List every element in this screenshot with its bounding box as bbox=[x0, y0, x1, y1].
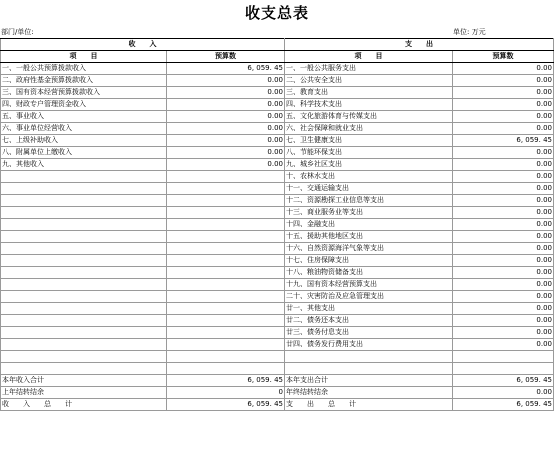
expense-value-cell: 0.00 bbox=[453, 63, 554, 75]
table-row bbox=[1, 159, 554, 171]
income-value-cell: 6, 059. 45 bbox=[167, 63, 285, 75]
expense-value-cell: 6, 059. 45 bbox=[453, 399, 554, 411]
income-value-cell bbox=[167, 183, 285, 195]
table-row bbox=[1, 135, 554, 147]
table-row bbox=[1, 375, 554, 387]
expense-item-cell: 十五、援助其他地区支出 bbox=[285, 231, 453, 243]
expense-value-cell: 0.00 bbox=[453, 315, 554, 327]
expense-item-cell: 十二、资源勘探工业信息等支出 bbox=[285, 195, 453, 207]
income-value-cell: 0.00 bbox=[167, 99, 285, 111]
expense-item-cell: 十一、交通运输支出 bbox=[285, 183, 453, 195]
expense-value-cell: 0.00 bbox=[453, 243, 554, 255]
table-row bbox=[1, 183, 554, 195]
expense-item-cell: 十六、自然资源海洋气象等支出 bbox=[285, 243, 453, 255]
income-header: 收 入 bbox=[1, 39, 285, 51]
header-row-section bbox=[1, 39, 554, 51]
income-item-cell bbox=[1, 327, 167, 339]
expense-item-cell: 十七、住房保障支出 bbox=[285, 255, 453, 267]
expense-item-cell: 十四、金融支出 bbox=[285, 219, 453, 231]
expense-item-cell: 三、教育支出 bbox=[285, 87, 453, 99]
table-row bbox=[1, 363, 554, 375]
expense-item-cell bbox=[285, 363, 453, 375]
table-row bbox=[1, 279, 554, 291]
expense-value-cell: 6, 059. 45 bbox=[453, 135, 554, 147]
expense-item-cell: 年终结转结余 bbox=[285, 387, 453, 399]
income-value-cell bbox=[167, 255, 285, 267]
income-item-cell bbox=[1, 219, 167, 231]
table-row bbox=[1, 219, 554, 231]
income-item-cell bbox=[1, 291, 167, 303]
summary-table bbox=[0, 38, 554, 411]
income-item-cell: 八、附属单位上缴收入 bbox=[1, 147, 167, 159]
header-row-columns bbox=[1, 51, 554, 63]
income-value-cell bbox=[167, 231, 285, 243]
expense-item-cell: 廿二、债务还本支出 bbox=[285, 315, 453, 327]
expense-value-cell: 0.00 bbox=[453, 75, 554, 87]
expense-value-cell: 0.00 bbox=[453, 279, 554, 291]
income-item-cell bbox=[1, 315, 167, 327]
expense-value-cell: 0.00 bbox=[453, 327, 554, 339]
income-item-cell: 四、财政专户管理资金收入 bbox=[1, 99, 167, 111]
expense-value-cell: 0.00 bbox=[453, 123, 554, 135]
income-value-cell bbox=[167, 339, 285, 351]
expense-header: 支 出 bbox=[285, 39, 554, 51]
income-value-cell: 0.00 bbox=[167, 147, 285, 159]
expense-item-cell: 十九、国有资本经营预算支出 bbox=[285, 279, 453, 291]
expense-value-cell: 0.00 bbox=[453, 339, 554, 351]
table-row bbox=[1, 171, 554, 183]
income-value-cell bbox=[167, 363, 285, 375]
expense-item-cell: 本年支出合计 bbox=[285, 375, 453, 387]
income-item-cell bbox=[1, 231, 167, 243]
income-value-cell bbox=[167, 267, 285, 279]
table-row bbox=[1, 195, 554, 207]
income-item-cell: 本年收入合计 bbox=[1, 375, 167, 387]
income-value-cell: 6, 059. 45 bbox=[167, 375, 285, 387]
table-row bbox=[1, 207, 554, 219]
expense-value-cell: 0.00 bbox=[453, 99, 554, 111]
expense-value-cell: 0.00 bbox=[453, 219, 554, 231]
income-value-cell: 0.00 bbox=[167, 111, 285, 123]
expense-item-cell: 廿四、债务发行费用支出 bbox=[285, 339, 453, 351]
expense-item-cell: 支 出 总 计 bbox=[285, 399, 453, 411]
expense-item-cell: 九、城乡社区支出 bbox=[285, 159, 453, 171]
expense-item-cell: 二、公共安全支出 bbox=[285, 75, 453, 87]
income-item-cell bbox=[1, 255, 167, 267]
income-value-cell bbox=[167, 207, 285, 219]
table-row bbox=[1, 315, 554, 327]
income-value-cell: 0.00 bbox=[167, 75, 285, 87]
table-row bbox=[1, 339, 554, 351]
income-item-cell bbox=[1, 303, 167, 315]
expense-value-cell: 0.00 bbox=[453, 183, 554, 195]
expense-item-cell: 七、卫生健康支出 bbox=[285, 135, 453, 147]
income-value-cell bbox=[167, 327, 285, 339]
expense-item-cell: 二十、灾害防治及应急管理支出 bbox=[285, 291, 453, 303]
table-row bbox=[1, 87, 554, 99]
table-row bbox=[1, 351, 554, 363]
income-item-header: 项 目 bbox=[1, 51, 167, 63]
income-value-cell bbox=[167, 195, 285, 207]
expense-value-cell: 0.00 bbox=[453, 231, 554, 243]
expense-item-cell: 十、农林水支出 bbox=[285, 171, 453, 183]
table-row bbox=[1, 75, 554, 87]
income-item-cell: 上年结转结余 bbox=[1, 387, 167, 399]
income-item-cell: 九、其他收入 bbox=[1, 159, 167, 171]
income-item-cell bbox=[1, 171, 167, 183]
expense-value-cell: 0.00 bbox=[453, 267, 554, 279]
expense-value-cell: 0.00 bbox=[453, 147, 554, 159]
income-item-cell: 六、事业单位经营收入 bbox=[1, 123, 167, 135]
income-item-cell: 三、国有资本经营预算拨款收入 bbox=[1, 87, 167, 99]
expense-value-cell: 0.00 bbox=[453, 207, 554, 219]
expense-value-cell: 0.00 bbox=[453, 255, 554, 267]
table-row bbox=[1, 255, 554, 267]
table-row bbox=[1, 303, 554, 315]
income-item-cell: 五、事业收入 bbox=[1, 111, 167, 123]
expense-item-header: 项 目 bbox=[285, 51, 453, 63]
expense-value-cell: 0.00 bbox=[453, 87, 554, 99]
income-value-cell: 6, 059. 45 bbox=[167, 399, 285, 411]
expense-value-cell: 0.00 bbox=[453, 303, 554, 315]
table-row bbox=[1, 99, 554, 111]
income-item-cell: 收 入 总 计 bbox=[1, 399, 167, 411]
expense-value-cell bbox=[453, 351, 554, 363]
table-row bbox=[1, 111, 554, 123]
expense-value-cell: 0.00 bbox=[453, 387, 554, 399]
income-value-cell: 0.00 bbox=[167, 123, 285, 135]
income-item-cell bbox=[1, 183, 167, 195]
income-value-cell bbox=[167, 243, 285, 255]
expense-value-cell: 6, 059. 45 bbox=[453, 375, 554, 387]
expense-item-cell: 八、节能环保支出 bbox=[285, 147, 453, 159]
income-value-cell bbox=[167, 279, 285, 291]
unit-row bbox=[0, 26, 554, 38]
table-row bbox=[1, 327, 554, 339]
income-item-cell bbox=[1, 339, 167, 351]
expense-budget-header: 预算数 bbox=[453, 51, 554, 63]
expense-item-cell: 十三、商业服务业等支出 bbox=[285, 207, 453, 219]
table-row bbox=[1, 243, 554, 255]
income-value-cell bbox=[167, 171, 285, 183]
income-value-cell bbox=[167, 315, 285, 327]
expense-item-cell: 廿三、债务付息支出 bbox=[285, 327, 453, 339]
table-row bbox=[1, 387, 554, 399]
income-value-cell bbox=[167, 351, 285, 363]
income-item-cell bbox=[1, 195, 167, 207]
expense-item-cell: 廿一、其他支出 bbox=[285, 303, 453, 315]
expense-value-cell: 0.00 bbox=[453, 159, 554, 171]
table-row bbox=[1, 399, 554, 411]
income-value-cell: 0 bbox=[167, 387, 285, 399]
dept-label: 部门/单位: bbox=[1, 28, 34, 36]
expense-item-cell bbox=[285, 351, 453, 363]
expense-item-cell: 六、社会保障和就业支出 bbox=[285, 123, 453, 135]
income-item-cell: 一、一般公共预算拨款收入 bbox=[1, 63, 167, 75]
table-row bbox=[1, 231, 554, 243]
income-item-cell: 二、政府性基金预算拨款收入 bbox=[1, 75, 167, 87]
expense-item-cell: 四、科学技术支出 bbox=[285, 99, 453, 111]
income-value-cell bbox=[167, 303, 285, 315]
income-item-cell bbox=[1, 279, 167, 291]
income-value-cell bbox=[167, 291, 285, 303]
expense-value-cell: 0.00 bbox=[453, 195, 554, 207]
unit-label: 单位: 万元 bbox=[453, 28, 486, 36]
expense-item-cell: 一、一般公共服务支出 bbox=[285, 63, 453, 75]
expense-value-cell bbox=[453, 363, 554, 375]
income-value-cell: 0.00 bbox=[167, 159, 285, 171]
income-item-cell: 七、上级补助收入 bbox=[1, 135, 167, 147]
expense-value-cell: 0.00 bbox=[453, 291, 554, 303]
expense-value-cell: 0.00 bbox=[453, 111, 554, 123]
table-row bbox=[1, 63, 554, 75]
table-row bbox=[1, 267, 554, 279]
table-row bbox=[1, 291, 554, 303]
income-item-cell bbox=[1, 243, 167, 255]
income-value-cell: 0.00 bbox=[167, 87, 285, 99]
expense-item-cell: 五、文化旅游体育与传媒支出 bbox=[285, 111, 453, 123]
income-value-cell bbox=[167, 219, 285, 231]
table-row bbox=[1, 147, 554, 159]
income-item-cell bbox=[1, 363, 167, 375]
expense-value-cell: 0.00 bbox=[453, 171, 554, 183]
income-value-cell: 0.00 bbox=[167, 135, 285, 147]
income-item-cell bbox=[1, 351, 167, 363]
income-item-cell bbox=[1, 267, 167, 279]
expense-item-cell: 十八、粮油物资储备支出 bbox=[285, 267, 453, 279]
income-budget-header: 预算数 bbox=[167, 51, 285, 63]
table-row bbox=[1, 123, 554, 135]
income-item-cell bbox=[1, 207, 167, 219]
page-title: 收支总表 bbox=[244, 4, 309, 22]
